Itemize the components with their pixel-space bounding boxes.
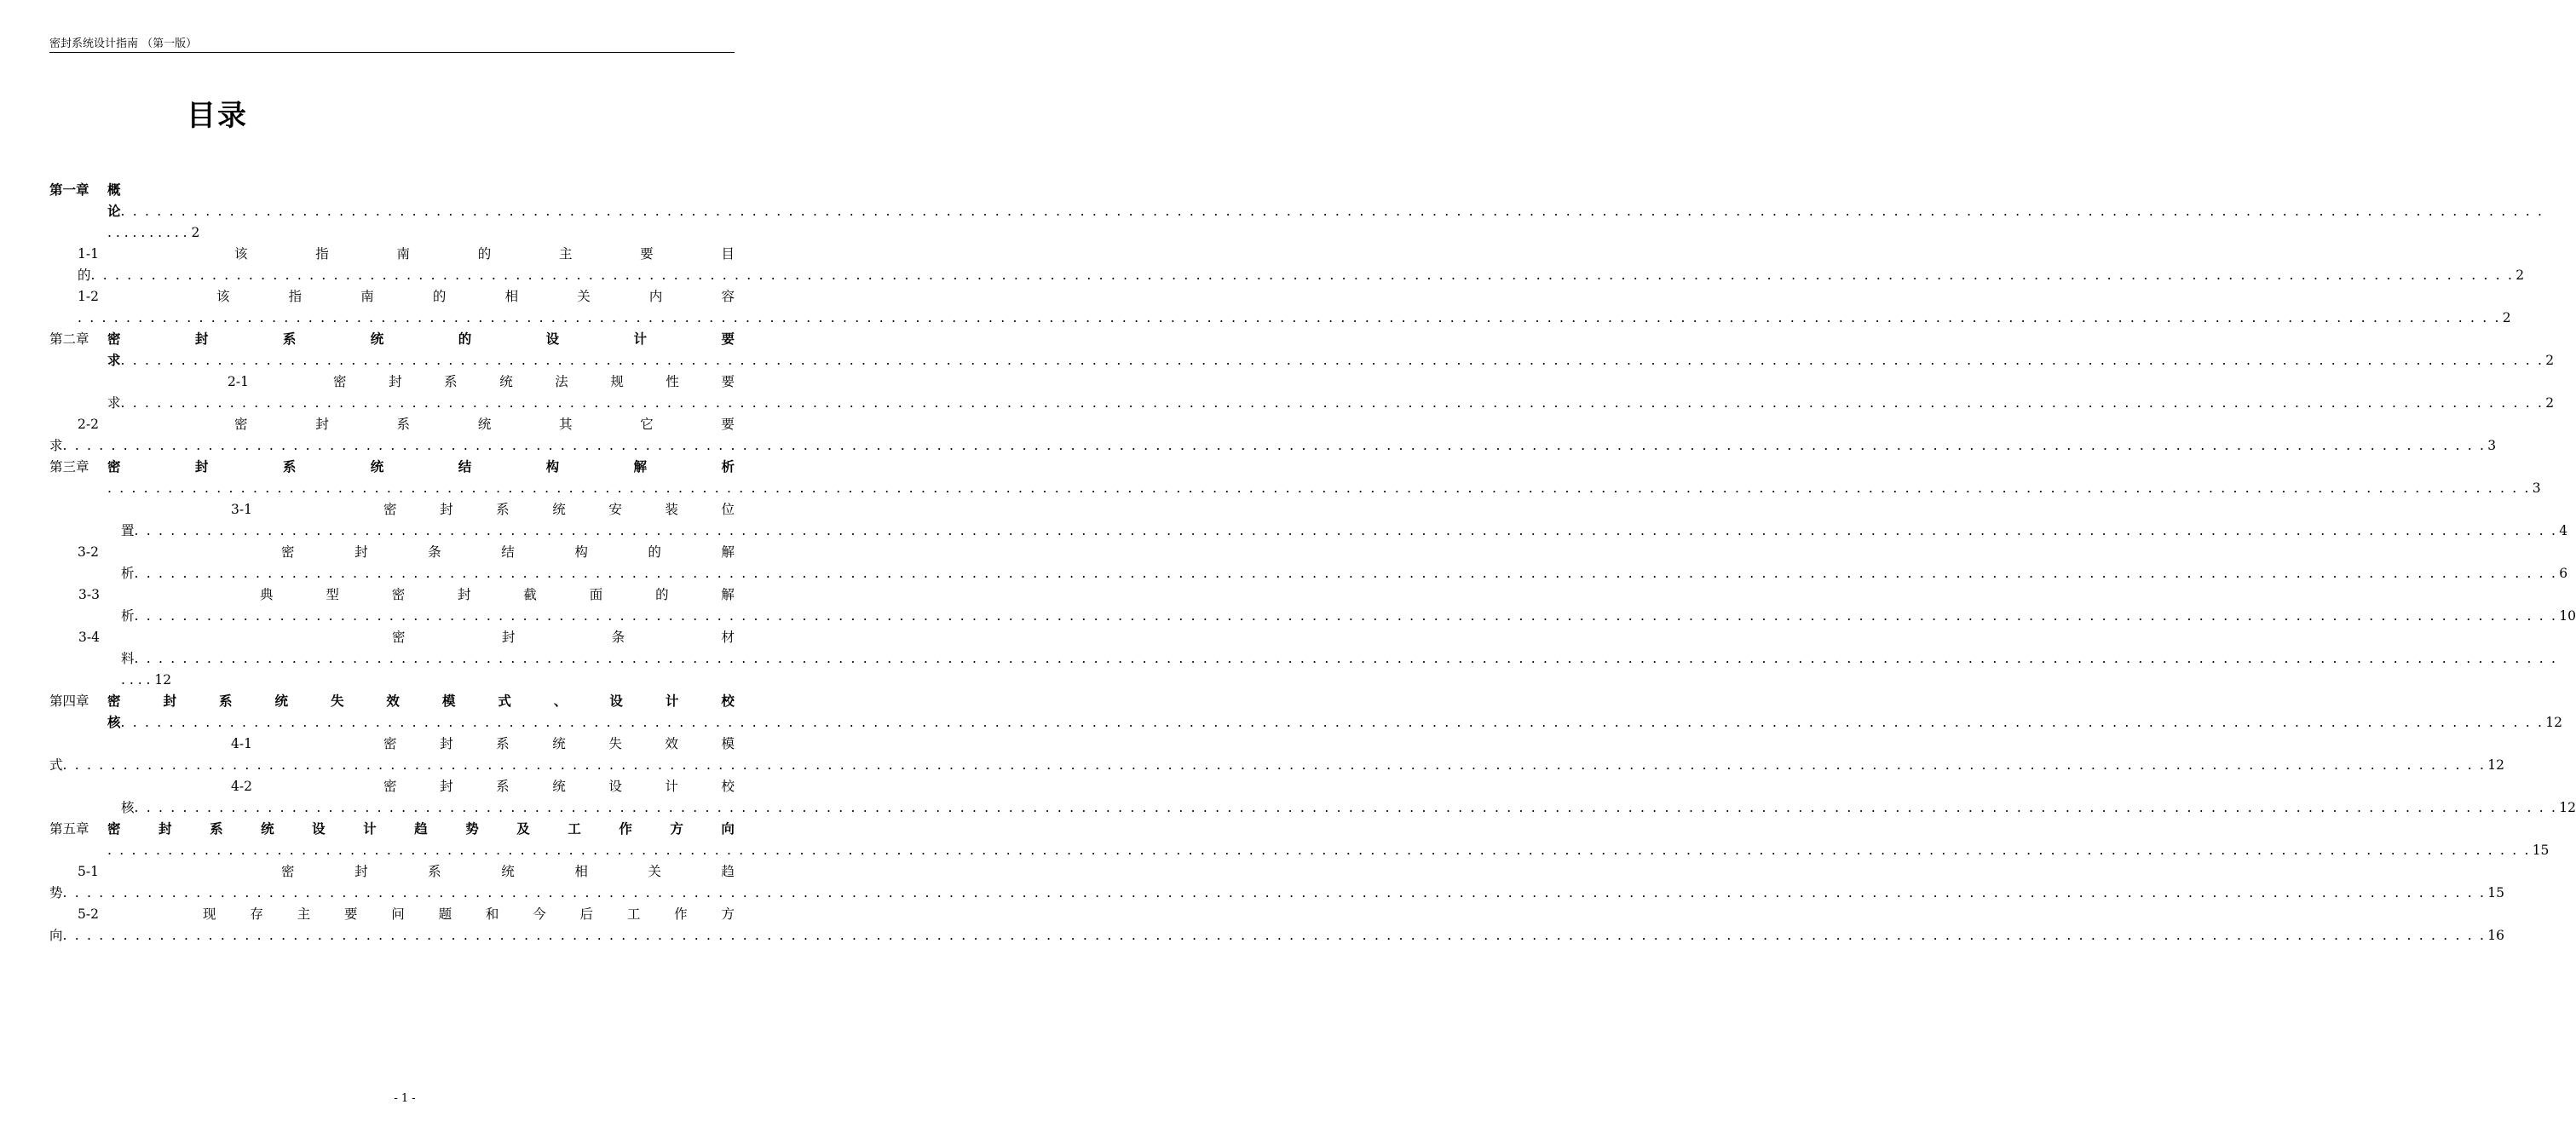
toc-char: 封 xyxy=(440,502,453,517)
running-header: 密封系统设计指南 （第一版） xyxy=(49,37,735,53)
toc-char: 封 xyxy=(501,630,516,645)
toc-line xyxy=(78,245,112,263)
toc-line xyxy=(121,798,2576,817)
toc-char: 的 xyxy=(458,331,472,347)
toc-char: 密 xyxy=(391,587,406,602)
toc-char: 密 xyxy=(392,630,406,645)
toc-page-number: 6 xyxy=(2559,566,2568,581)
toc-line xyxy=(49,330,101,348)
toc-char: 密 xyxy=(333,374,347,389)
toc-char: 相 xyxy=(504,289,519,304)
toc-char: 失 xyxy=(330,693,344,709)
dot-leader: . . . . . . . . . . . . . . . . . . . . . . . . . . . . . . . . . . . . . . . . . . . . . . . . . . . . . . . . . . . . . . . . . . . . . . . . . . . . . . . . . . . . . . . . . . . . . . . . . . . . . . . . . . . . . . . . . . . . . . . . . . . . . . . . . . . . . . . . . . . . . . . . . . . . . . . . . . . . . . . . . . . . . . . . . . . . . . . . . . . . . . . . . . . . . . . . . . . . . . . . xyxy=(134,800,2558,815)
toc-char: 问 xyxy=(391,906,405,922)
toc-char: 设 xyxy=(312,820,326,837)
toc-line xyxy=(383,777,735,796)
toc-char: 作 xyxy=(674,906,688,922)
toc-char: 系 xyxy=(496,779,510,794)
toc-char: 密 xyxy=(281,864,295,879)
toc-line xyxy=(78,905,112,923)
toc-char: 势 xyxy=(465,820,479,837)
toc-line xyxy=(78,287,112,306)
section-number: 2-1 xyxy=(228,374,249,389)
toc-char: 设 xyxy=(608,779,622,794)
toc-char: 统 xyxy=(370,458,384,475)
toc-line xyxy=(231,500,265,519)
toc-entry-tail: 核 xyxy=(107,714,121,730)
toc-char: 设 xyxy=(609,693,623,709)
toc-line xyxy=(107,479,2541,498)
chapter-title: 概 xyxy=(107,181,121,198)
toc-line xyxy=(231,734,265,753)
toc-char: 统 xyxy=(501,864,515,879)
toc-line xyxy=(107,394,2555,412)
toc-char: 封 xyxy=(389,374,402,389)
toc-line xyxy=(121,607,2576,625)
toc-page-number: 2 xyxy=(2545,395,2555,411)
toc-char: 它 xyxy=(640,417,654,432)
toc-line xyxy=(234,415,735,434)
toc-char: 密 xyxy=(383,502,397,517)
toc-char: 系 xyxy=(396,417,410,432)
dot-leader: . . . . . . . . . . . . . . . . . . . . . . . . . . . . . . . . . . . . . . . . . . . . . . . . . . . . . . . . . . . . . . . . . . . . . . . . . . . . . . . . . . . . . . . . . . . . . . . . . . . . . . . . . . . . . . . . . . . . . . . . . . . . . . . . . . . . . . . . . . . . . . . . . . . . . . . . . . . . . . . . . . . . . . . . . . . . . . . . . . . . . . . . . . . . . . . . . . . . . . . . xyxy=(62,885,2487,900)
toc-page-number: 2 xyxy=(191,225,200,240)
section-number: 4-1 xyxy=(231,736,252,751)
toc-char: 效 xyxy=(665,736,678,751)
toc-char: 工 xyxy=(568,820,581,837)
toc-line xyxy=(49,457,101,476)
dot-leader: . . . . xyxy=(121,672,155,688)
toc-line xyxy=(121,521,2568,540)
toc-char: 统 xyxy=(370,331,384,347)
toc-char: 后 xyxy=(579,906,594,922)
toc-char: 密 xyxy=(107,820,121,837)
toc-char: 主 xyxy=(558,246,573,262)
toc-char: 统 xyxy=(477,417,492,432)
toc-entry-tail: 料 xyxy=(121,651,135,666)
toc-char: 封 xyxy=(194,458,209,475)
toc-char: 计 xyxy=(633,331,648,347)
dot-leader: . . . . . . . . . . . . . . . . . . . . . . . . . . . . . . . . . . . . . . . . . . . . . . . . . . . . . . . . . . . . . . . . . . . . . . . . . . . . . . . . . . . . . . . . . . . . . . . . . . . . . . . . . . . . . . . . . . . . . . . . . . . . . . . . . . . . . . . . . . . . . . . . . . . . . . . . . . . . . . . . . . . . . . . . . . . . . . . . . . . . . . . . . . . . . . . . . . . . . . . . xyxy=(62,757,2487,773)
section-number: 3-1 xyxy=(231,502,252,517)
toc-char: 密 xyxy=(107,458,121,475)
toc-page-number: 15 xyxy=(2487,885,2504,900)
toc-entry-tail: 的 xyxy=(78,268,91,283)
toc-char: 解 xyxy=(721,587,735,602)
toc-line xyxy=(231,777,265,796)
toc-char: 密 xyxy=(383,779,397,794)
toc-char: 南 xyxy=(360,289,374,304)
toc-page-number: 15 xyxy=(2532,843,2550,858)
toc-char: 趋 xyxy=(414,820,428,837)
toc-char: 、 xyxy=(553,693,568,709)
dot-leader: . . . . . . . . . . . . . . . . . . . . . . . . . . . . . . . . . . . . . . . . . . . . . . . . . . . . . . . . . . . . . . . . . . . . . . . . . . . . . . . . . . . . . . . . . . . . . . . . . . . . . . . . . . . . . . . . . . . . . . . . . . . . . . . . . . . . . . . . . . . . . . . . . . . . . . . . . . . . . . . . . . . . . . . . . . . . . . . . . . . . . . . . . . . . . . . . . . . . . . . . xyxy=(120,715,2544,730)
dot-leader: . . . . . . . . . . . . . . . . . . . . . . . . . . . . . . . . . . . . . . . . . . . . . . . . . . . . . . . . . . . . . . . . . . . . . . . . . . . . . . . . . . . . . . . . . . . . . . . . . . . . . . . . . . . . . . . . . . . . . . . . . . . . . . . . . . . . . . . . . . . . . . . . . . . . . . . . . . . . . . . . . . . . . . . . . . . . . . . . . . . . . . . . . . . . . . . . . . . . . . . . xyxy=(90,268,2515,283)
toc-char: 设 xyxy=(545,331,560,347)
dot-leader: . . . . . . . . . . . . . . . . . . . . . . . . . . . . . . . . . . . . . . . . . . . . . . . . . . . . . . . . . . . . . . . . . . . . . . . . . . . . . . . . . . . . . . . . . . . . . . . . . . . . . . . . . . . . . . . . . . . . . . . . . . . . . . . . . . . . . . . . . . . . . . . . . . . . . . . . . . . . . . . . . . . . . . . . . . . . . . . . . . . . . . . . . . . . . . . . . . . . . . . . xyxy=(78,310,2501,325)
toc-char: 统 xyxy=(499,374,513,389)
toc-page-number: 12 xyxy=(2545,715,2562,730)
toc-char: 的 xyxy=(477,246,492,262)
toc-char: 材 xyxy=(721,630,735,645)
toc-char: 统 xyxy=(552,779,566,794)
dot-leader: . . . . . . . . . . . . . . . . . . . . . . . . . . . . . . . . . . . . . . . . . . . . . . . . . . . . . . . . . . . . . . . . . . . . . . . . . . . . . . . . . . . . . . . . . . . . . . . . . . . . . . . . . . . . . . . . . . . . . . . . . . . . . . . . . . . . . . . . . . . . . . . . . . . . . . . . . . . . . . . . . . . . . . . . . . . . . . . . . . . . . . . . . . . . . . . . . . . . . . . . xyxy=(62,438,2487,453)
dot-leader: . . . . . . . . . . . . . . . . . . . . . . . . . . . . . . . . . . . . . . . . . . . . . . . . . . . . . . . . . . . . . . . . . . . . . . . . . . . . . . . . . . . . . . . . . . . . . . . . . . . . . . . . . . . . . . . . . . . . . . . . . . . . . . . . . . . . . . . . . . . . . . . . . . . . . . . . . . . . . . . . . . . . . . . . . . . . . . . . . . . . . . . . . . . . . . . . . . . . . . . . xyxy=(134,566,2558,581)
section-number: 3-4 xyxy=(78,630,100,645)
toc-page-number: 4 xyxy=(2559,523,2568,538)
toc-char: 要 xyxy=(721,374,735,389)
toc-entry-tail: 求 xyxy=(107,352,121,368)
toc-char: 指 xyxy=(315,246,329,262)
toc-char: 计 xyxy=(363,820,377,837)
toc-page-number: 3 xyxy=(2487,438,2497,453)
toc-char: 今 xyxy=(533,906,546,922)
toc-char: 南 xyxy=(396,246,410,262)
toc-line xyxy=(383,500,735,519)
toc-line xyxy=(203,905,735,923)
toc-char: 该 xyxy=(216,289,230,304)
toc-char: 式 xyxy=(498,693,511,709)
toc-page-number: 12 xyxy=(154,672,172,688)
dot-leader: . . . . . . . . . . . . . . . . . . . . . . . . . . . . . . . . . . . . . . . . . . . . . . . . . . . . . . . . . . . . . . . . . . . . . . . . . . . . . . . . . . . . . . . . . . . . . . . . . . . . . . . . . . . . . . . . . . . . . . . . . . . . . . . . . . . . . . . . . . . . . . . . . . . . . . . . . . . . . . . . . . . . . . . . . . . . . . . . . . . . . . . . . . . . . . . . . . . . . . . . xyxy=(134,651,2558,666)
section-number: 1-2 xyxy=(78,289,99,304)
toc-line xyxy=(260,585,735,604)
toc-entry-tail: 势 xyxy=(49,885,63,900)
toc-char: 模 xyxy=(721,736,735,751)
toc-line xyxy=(234,245,735,263)
toc-char: 解 xyxy=(633,458,648,475)
toc-line xyxy=(107,713,2562,732)
page-title: 目录 xyxy=(187,99,248,133)
toc-char: 工 xyxy=(626,906,641,922)
toc-char: 法 xyxy=(555,374,568,389)
toc-char: 作 xyxy=(619,820,632,837)
toc-char: 系 xyxy=(444,374,458,389)
page-number: - 1 - xyxy=(394,1092,416,1105)
toc-char: 密 xyxy=(234,417,248,432)
toc-char: 封 xyxy=(354,864,368,879)
toc-line xyxy=(107,820,735,838)
toc-line xyxy=(49,883,2504,902)
toc-char: 校 xyxy=(721,693,735,709)
toc-page-number: 3 xyxy=(2532,480,2541,496)
toc-char: 系 xyxy=(496,736,510,751)
toc-char: 主 xyxy=(297,906,311,922)
toc-line xyxy=(49,181,152,199)
toc-char: 系 xyxy=(428,864,441,879)
toc-line xyxy=(107,351,2555,370)
toc-char: 密 xyxy=(281,544,295,560)
toc-char: 向 xyxy=(721,820,735,837)
toc-char: 面 xyxy=(589,587,603,602)
toc-char: 统 xyxy=(274,693,288,709)
toc-line xyxy=(107,692,735,711)
toc-line xyxy=(49,756,2504,774)
toc-entry-tail: 向 xyxy=(49,928,63,943)
toc-char: 封 xyxy=(440,779,453,794)
toc-line xyxy=(78,543,112,561)
toc-page-number: 16 xyxy=(2487,928,2504,943)
toc-entry-tail: 式 xyxy=(49,757,63,773)
toc-char: 封 xyxy=(315,417,329,432)
toc-char: 统 xyxy=(552,736,566,751)
dot-leader: . . . . . . . . . . . . . . . . . . . . . . . . . . . . . . . . . . . . . . . . . . . . . . . . . . . . . . . . . . . . . . . . . . . . . . . . . . . . . . . . . . . . . . . . . . . . . . . . . . . . . . . . . . . . . . . . . . . . . . . . . . . . . . . . . . . . . . . . . . . . . . . . . . . . . . . . . . . . . . . . . . . . . . . . . . . . . . . . . . . . . . . . . . . . . . . . . . . . . . . . xyxy=(120,395,2544,411)
toc-line xyxy=(333,372,735,391)
section-number: 4-2 xyxy=(231,779,252,794)
toc-char: 性 xyxy=(666,374,679,389)
section-number: 2-2 xyxy=(78,417,99,432)
toc-line xyxy=(107,223,261,242)
toc-char: 内 xyxy=(648,289,663,304)
toc-char: 系 xyxy=(282,331,297,347)
toc-page-number: 2 xyxy=(2515,268,2525,283)
toc-line xyxy=(78,308,2511,327)
toc-char: 现 xyxy=(203,906,216,922)
toc-char: 要 xyxy=(721,417,735,432)
chapter-label: 第二章 xyxy=(49,331,89,347)
toc-line xyxy=(121,649,2558,668)
dot-leader: . . . . . . . . . . . . . . . . . . . . . . . . . . . . . . . . . . . . . . . . . . . . . . . . . . . . . . . . . . . . . . . . . . . . . . . . . . . . . . . . . . . . . . . . . . . . . . . . . . . . . . . . . . . . . . . . . . . . . . . . . . . . . . . . . . . . . . . . . . . . . . . . . . . . . . . . . . . . . . . . . . . . . . . . . . . . . . . . . . . . . . . . . . . . . . . . . . . . . . . . xyxy=(134,608,2558,624)
toc-char: 容 xyxy=(721,289,735,304)
toc-line xyxy=(78,415,112,434)
toc-char: 要 xyxy=(343,906,358,922)
toc-entry-tail: 核 xyxy=(121,800,135,815)
toc-char: 计 xyxy=(665,779,678,794)
toc-line xyxy=(121,564,2568,583)
section-number: 5-2 xyxy=(78,906,99,922)
toc-char: 安 xyxy=(608,502,622,517)
dot-leader: . . . . . . . . . . . . . . . . . . . . . . . . . . . . . . . . . . . . . . . . . . . . . . . . . . . . . . . . . . . . . . . . . . . . . . . . . . . . . . . . . . . . . . . . . . . . . . . . . . . . . . . . . . . . . . . . . . . . . . . . . . . . . . . . . . . . . . . . . . . . . . . . . . . . . . . . . . . . . . . . . . . . . . . . . . . . . . . . . . . . . . . . . . . . . . . . . . . . . . . . xyxy=(120,353,2544,368)
toc-char: 封 xyxy=(354,544,368,560)
toc-char: 要 xyxy=(721,331,735,347)
toc-char: 关 xyxy=(577,289,591,304)
toc-char: 条 xyxy=(428,544,441,560)
toc-char: 的 xyxy=(432,289,447,304)
toc-char: 校 xyxy=(721,779,735,794)
chapter-label: 第四章 xyxy=(49,693,89,709)
toc-char: 构 xyxy=(574,544,588,560)
toc-char: 方 xyxy=(670,820,683,837)
toc-line xyxy=(107,202,2544,221)
toc-line xyxy=(78,266,2525,285)
toc-char: 结 xyxy=(501,544,515,560)
toc-page-number: 12 xyxy=(2559,800,2576,815)
toc-char: 其 xyxy=(558,417,573,432)
toc-line xyxy=(49,926,2504,945)
toc-line xyxy=(49,820,101,838)
chapter-label: 第三章 xyxy=(49,459,89,475)
toc-char: 封 xyxy=(194,331,209,347)
section-number: 1-1 xyxy=(78,246,99,262)
toc-char: 条 xyxy=(611,630,625,645)
toc-page-number: 2 xyxy=(2502,310,2511,325)
toc-line xyxy=(392,628,735,647)
toc-entry-tail: 析 xyxy=(121,566,135,581)
toc-char: 密 xyxy=(107,331,121,347)
toc-char: 该 xyxy=(234,246,248,262)
toc-char: 趋 xyxy=(721,864,735,879)
toc-char: 统 xyxy=(261,820,274,837)
toc-char: 解 xyxy=(721,544,735,560)
toc-line xyxy=(121,670,223,689)
section-number: 5-1 xyxy=(78,864,99,879)
toc-char: 方 xyxy=(721,906,735,922)
toc-char: 相 xyxy=(574,864,588,879)
toc-char: 关 xyxy=(648,864,661,879)
toc-char: 装 xyxy=(665,502,678,517)
toc-line xyxy=(78,585,112,604)
toc-char: 结 xyxy=(458,458,472,475)
toc-line xyxy=(228,372,262,391)
toc-char: 截 xyxy=(523,587,537,602)
toc-line xyxy=(78,862,112,881)
toc-line xyxy=(107,330,735,348)
toc-char: 失 xyxy=(608,736,622,751)
toc-char: 系 xyxy=(496,502,510,517)
toc-char: 密 xyxy=(383,736,397,751)
toc-page-number: 12 xyxy=(2487,757,2504,773)
toc-char: 存 xyxy=(250,906,263,922)
dot-leader: . . . . . . . . . . xyxy=(107,225,192,240)
section-number: 3-3 xyxy=(78,587,100,602)
toc-entry-tail: 置 xyxy=(121,523,135,538)
dot-leader: . . . . . . . . . . . . . . . . . . . . . . . . . . . . . . . . . . . . . . . . . . . . . . . . . . . . . . . . . . . . . . . . . . . . . . . . . . . . . . . . . . . . . . . . . . . . . . . . . . . . . . . . . . . . . . . . . . . . . . . . . . . . . . . . . . . . . . . . . . . . . . . . . . . . . . . . . . . . . . . . . . . . . . . . . . . . . . . . . . . . . . . . . . . . . . . . . . . . . . . . xyxy=(120,204,2544,219)
toc-entry-tail: 求 xyxy=(49,438,63,453)
toc-line xyxy=(216,287,735,306)
toc-line xyxy=(107,841,2550,860)
toc-char: 封 xyxy=(158,820,172,837)
dot-leader: . . . . . . . . . . . . . . . . . . . . . . . . . . . . . . . . . . . . . . . . . . . . . . . . . . . . . . . . . . . . . . . . . . . . . . . . . . . . . . . . . . . . . . . . . . . . . . . . . . . . . . . . . . . . . . . . . . . . . . . . . . . . . . . . . . . . . . . . . . . . . . . . . . . . . . . . . . . . . . . . . . . . . . . . . . . . . . . . . . . . . . . . . . . . . . . . . . . . . . . . xyxy=(62,928,2487,943)
toc-char: 模 xyxy=(441,693,456,709)
toc-char: 系 xyxy=(210,820,223,837)
toc-char: 和 xyxy=(485,906,499,922)
dot-leader: . . . . . . . . . . . . . . . . . . . . . . . . . . . . . . . . . . . . . . . . . . . . . . . . . . . . . . . . . . . . . . . . . . . . . . . . . . . . . . . . . . . . . . . . . . . . . . . . . . . . . . . . . . . . . . . . . . . . . . . . . . . . . . . . . . . . . . . . . . . . . . . . . . . . . . . . . . . . . . . . . . . . . . . . . . . . . . . . . . . . . . . . . . . . . . . . . . . . . . . . xyxy=(107,843,2531,858)
toc-char: 系 xyxy=(218,693,233,709)
chapter-label: 第五章 xyxy=(49,821,89,837)
toc-line xyxy=(281,862,735,881)
toc-char: 位 xyxy=(721,502,735,517)
toc-char: 目 xyxy=(721,246,735,262)
toc-char: 效 xyxy=(386,693,400,709)
toc-line xyxy=(383,734,735,753)
toc-page-number: 2 xyxy=(2545,353,2555,368)
toc-line xyxy=(49,692,101,711)
toc-char: 析 xyxy=(721,458,735,475)
toc-char: 规 xyxy=(610,374,624,389)
toc-line xyxy=(49,436,2497,455)
toc-char: 计 xyxy=(665,693,679,709)
toc-char: 构 xyxy=(545,458,560,475)
toc-char: 及 xyxy=(516,820,530,837)
toc-char: 统 xyxy=(552,502,566,517)
toc-entry-tail: 析 xyxy=(121,608,135,624)
chapter-label: 第一章 xyxy=(49,181,89,198)
toc-char: 型 xyxy=(326,587,339,602)
toc-line xyxy=(281,543,735,561)
toc-page-number: 10 xyxy=(2559,608,2576,624)
dot-leader: . . . . . . . . . . . . . . . . . . . . . . . . . . . . . . . . . . . . . . . . . . . . . . . . . . . . . . . . . . . . . . . . . . . . . . . . . . . . . . . . . . . . . . . . . . . . . . . . . . . . . . . . . . . . . . . . . . . . . . . . . . . . . . . . . . . . . . . . . . . . . . . . . . . . . . . . . . . . . . . . . . . . . . . . . . . . . . . . . . . . . . . . . . . . . . . . . . . . . . . . xyxy=(107,480,2531,496)
toc-char: 密 xyxy=(107,693,121,709)
toc-line xyxy=(78,628,112,647)
toc-char: 指 xyxy=(288,289,303,304)
chapter-title: 论 xyxy=(107,203,121,219)
dot-leader: . . . . . . . . . . . . . . . . . . . . . . . . . . . . . . . . . . . . . . . . . . . . . . . . . . . . . . . . . . . . . . . . . . . . . . . . . . . . . . . . . . . . . . . . . . . . . . . . . . . . . . . . . . . . . . . . . . . . . . . . . . . . . . . . . . . . . . . . . . . . . . . . . . . . . . . . . . . . . . . . . . . . . . . . . . . . . . . . . . . . . . . . . . . . . . . . . . . . . . . . xyxy=(134,523,2558,538)
toc-char: 题 xyxy=(438,906,452,922)
toc-char: 要 xyxy=(640,246,654,262)
toc-char: 封 xyxy=(163,693,176,709)
toc-line xyxy=(107,457,735,476)
toc-char: 典 xyxy=(260,587,274,602)
toc-char: 的 xyxy=(648,544,661,560)
toc-char: 封 xyxy=(440,736,453,751)
section-number: 3-2 xyxy=(78,544,99,560)
toc-char: 的 xyxy=(655,587,669,602)
toc-char: 系 xyxy=(282,458,297,475)
toc-entry-tail: 求 xyxy=(107,395,121,411)
toc-char: 封 xyxy=(458,587,471,602)
